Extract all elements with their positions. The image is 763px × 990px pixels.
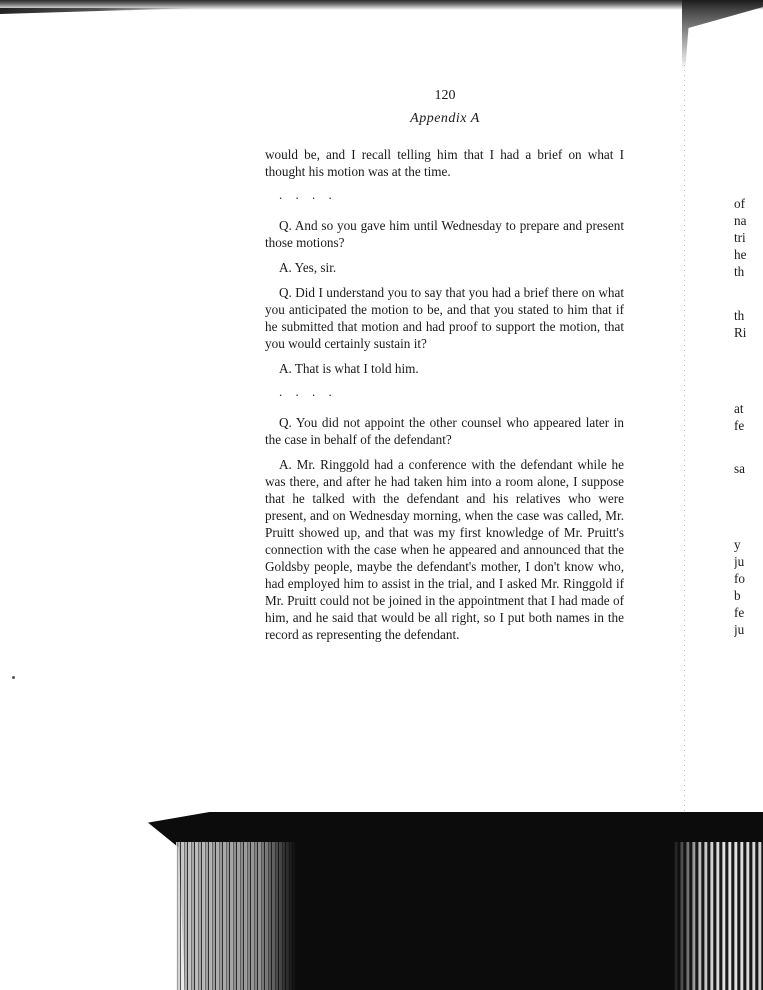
answer-paragraph: A. Yes, sir. <box>279 260 337 275</box>
running-head: Appendix A <box>410 111 480 126</box>
facing-page-fragments <box>734 0 763 640</box>
question-paragraph: Q. Did I understand you to say that you had a brief there on what you anticipated the motion to be, and that you stated to him that if he submitted that motion and had proof to support the motion, that you would certainly sustain it? <box>265 285 624 351</box>
body-text <box>265 146 624 651</box>
facing-fragment: ju <box>734 622 745 637</box>
scan-top-shadow-tail <box>0 8 200 14</box>
omission-ellipsis: . . . . <box>279 187 337 202</box>
facing-fragment: y <box>734 537 741 552</box>
facing-fragment: fe <box>734 418 745 433</box>
facing-fragment: fe <box>734 605 745 620</box>
facing-fragment: na <box>734 213 747 228</box>
paragraph-continuation: would be, and I recall telling him that I had a brief on what I thought his motion was at the time. <box>265 147 624 179</box>
question-paragraph: Q. And so you gave him until Wednesday to prepare and present those motions? <box>265 218 624 250</box>
page-edges-right-fade <box>672 842 763 990</box>
facing-fragment: sa <box>734 461 745 476</box>
facing-fragment: tri <box>734 230 746 245</box>
facing-fragment: th <box>734 264 745 279</box>
scan-speck <box>12 676 15 679</box>
answer-paragraph: A. Mr. Ringgold had a conference with the defendant while he was there, and after he had taken him into a room alone, I suppose that he talked with the defendant and his relatives who were present, and on Wednesday morning, when the case was called, Mr. Pruitt showed up, and that was my first knowledge of Mr. Pruitt's connection with the case when he appeared and announced that the Goldsby people, maybe the defendant's mother, I don't know who, had employed him to assist in the trial, and I asked Mr. Ringgold if Mr. Pruitt could not be joined in the appointment that I had made of him, and he said that would be all right, so I put both names in the record as representing the defendant. <box>265 457 624 642</box>
facing-fragment: ju <box>734 554 745 569</box>
page-edges-left-fade <box>176 842 296 990</box>
facing-fragment: of <box>734 196 745 211</box>
facing-fragment: Ri <box>734 325 747 340</box>
gutter-line <box>684 60 685 820</box>
question-paragraph: Q. You did not appoint the other counsel who appeared later in the case in behalf of the defendant? <box>265 415 624 447</box>
facing-fragment: fo <box>734 571 745 586</box>
answer-paragraph: A. That is what I told him. <box>279 361 419 376</box>
omission-ellipsis: . . . . <box>279 384 337 399</box>
page-number: 120 <box>434 88 456 103</box>
facing-fragment: he <box>734 247 747 262</box>
facing-fragment: b <box>734 588 741 603</box>
facing-fragment: th <box>734 308 745 323</box>
facing-fragment: at <box>734 401 744 416</box>
